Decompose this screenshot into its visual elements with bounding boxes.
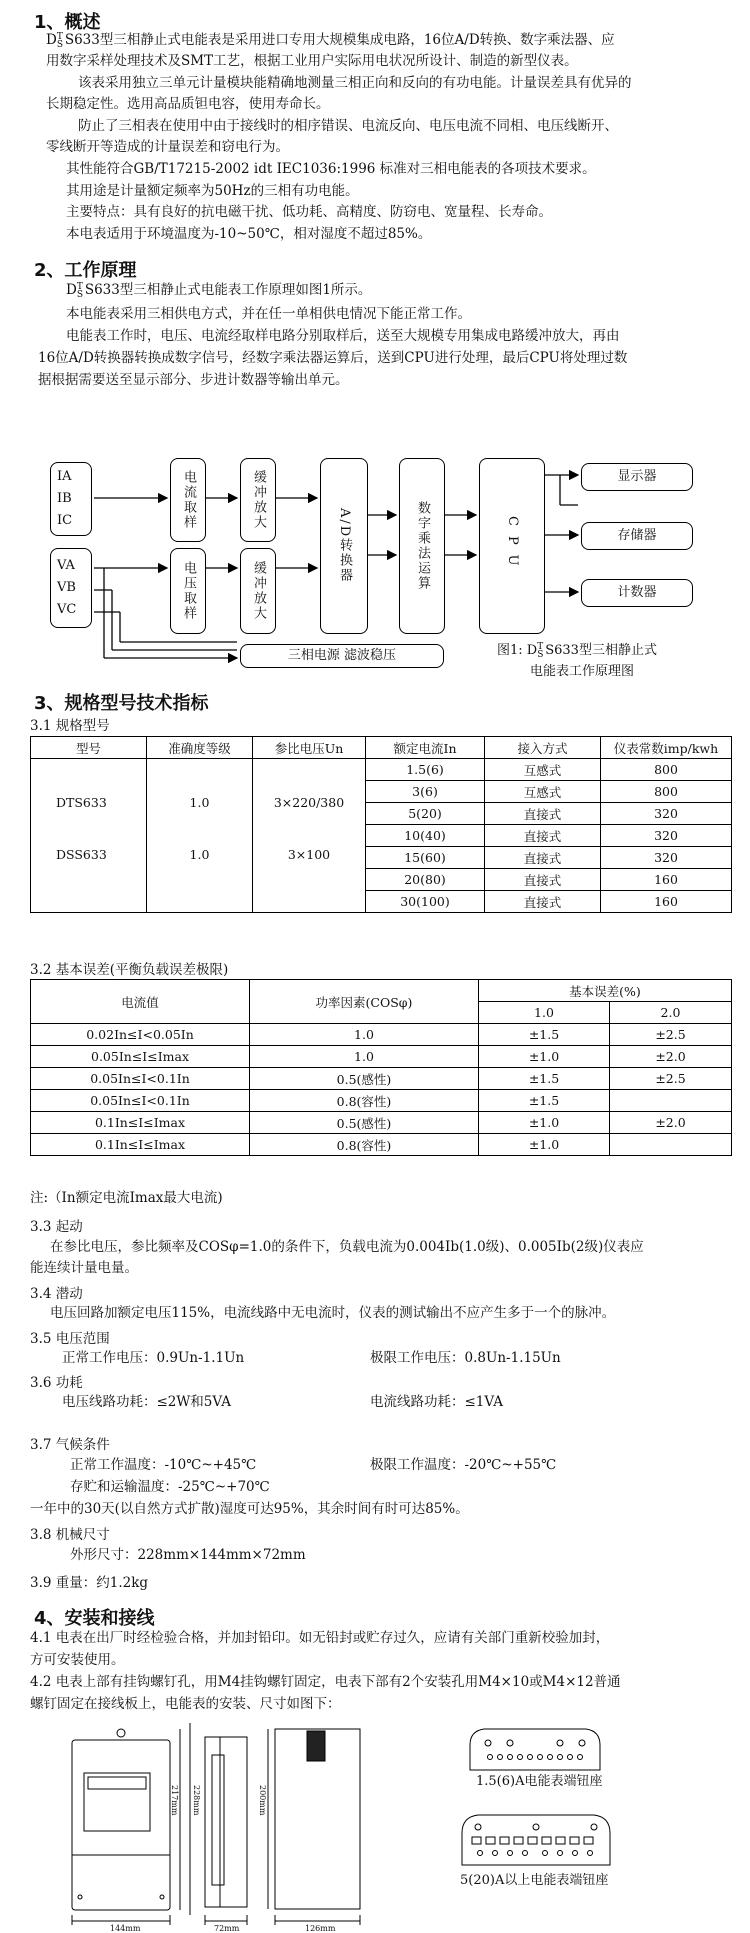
- s1-line-7: 其性能符合GB/T17215-2002 idt IEC1036:1996 标准对三相电能表的各项技术要求。: [66, 161, 596, 177]
- voltage-input-box: [50, 548, 92, 628]
- err-head-pf: 功率因素(COSφ): [250, 980, 479, 1024]
- power-supply-box: 三相电源 滤波稳压: [240, 644, 444, 668]
- spec-model-1: DTS633: [31, 759, 147, 847]
- s37-humidity: 一年中的30天(以自然方式扩散)湿度可达95%，其余时间有时可达85%。: [30, 1501, 469, 1517]
- table-row: 3(6) 互感式 800: [31, 781, 732, 803]
- table-row: 30(100) 直接式 160: [31, 891, 732, 913]
- dim-height-217: 217mm: [170, 1785, 179, 1816]
- s37-limit: 极限工作温度：-20℃~+55℃: [370, 1457, 557, 1473]
- terminal-block-2-label: 5(20)A以上电能表端钮座: [460, 1873, 609, 1888]
- s34-line: 电压回路加额定电压115%，电流线路中无电流时，仪表的测试输出不应产生多于一个的脉冲。: [50, 1305, 616, 1321]
- brand-ts: T S: [56, 31, 63, 50]
- err-head-basic: 基本误差(%): [479, 980, 732, 1002]
- dim-height-200: 200mm: [258, 1785, 267, 1816]
- s33-line-1: 在参比电压，参比频率及COSφ=1.0的条件下，负载电流为0.004Ib(1.0级)、0.005Ib(2级)仪表应: [50, 1239, 644, 1255]
- label-ib: IB: [57, 491, 72, 506]
- cpu-box: CPU: [479, 458, 545, 634]
- table-row: 20(80) 直接式 160: [31, 869, 732, 891]
- brand-d: D: [46, 32, 57, 48]
- table-note: 注:（In额定电流Imax最大电流): [30, 1190, 223, 1206]
- installation-drawing: [0, 1715, 750, 1928]
- s2-line-2: 本电能表采用三相供电方式，并在任一单相供电情况下能正常工作。: [66, 306, 471, 322]
- table-row: 5(20) 直接式 320: [31, 803, 732, 825]
- digital-multiplier-box: 数字乘法运算: [399, 458, 445, 634]
- meter-window: [84, 1773, 150, 1831]
- s41-line-2: 方可安装使用。: [30, 1652, 125, 1668]
- table-row: 0.05In≤I<0.1In 0.5(感性) ±1.5 ±2.5: [31, 1068, 732, 1090]
- label-va: VA: [57, 558, 75, 573]
- dim-width-144: 144mm: [110, 1924, 141, 1933]
- table-row: DTS633 1.0 3×220/380 1.5(6) 互感式 800: [31, 759, 732, 781]
- s37-normal: 正常工作温度：-10℃~+45℃: [70, 1457, 257, 1473]
- s2-line-4: 16位A/D转换器转换成数字信号，经数字乘法器运算后，送到CPU进行处理，最后CPU将处理过数: [38, 350, 628, 366]
- s31-title: 3.1 规格型号: [30, 718, 110, 734]
- table-row: 10(40) 直接式 320: [31, 825, 732, 847]
- table-row: 0.05In≤I≤Imax 1.0 ±1.0 ±2.0: [31, 1046, 732, 1068]
- ad-converter-box: A/D转换器: [320, 458, 368, 634]
- error-table: [30, 979, 732, 1156]
- s37-title: 3.7 气候条件: [30, 1437, 110, 1453]
- figure-caption-2: 电能表工作原理图: [530, 664, 635, 679]
- s35-normal: 正常工作电压：0.9Un-1.1Un: [62, 1350, 245, 1366]
- label-ia: IA: [57, 469, 72, 484]
- meter-front-outline: [72, 1740, 170, 1910]
- display-box: 显示器: [581, 463, 693, 491]
- s38-size: 外形尺寸：228mm×144mm×72mm: [70, 1547, 306, 1563]
- section-2-title: 2、工作原理: [34, 260, 137, 281]
- table-row: 0.05In≤I<0.1In 0.8(容性) ±1.5: [31, 1090, 732, 1112]
- terminal-block-1-label: 1.5(6)A电能表端钮座: [476, 1774, 603, 1789]
- current-sampling-box: 电流取样: [170, 458, 206, 542]
- s34-title: 3.4 潜动: [30, 1286, 83, 1302]
- section-3-title: 3、规格型号技术指标: [34, 693, 209, 714]
- s1-line-6: 零线断开等造成的计量误差和窃电行为。: [46, 139, 289, 155]
- err-head-class-1: 1.0: [479, 1002, 610, 1024]
- s39-title: 3.9 重量：约1.2kg: [30, 1575, 149, 1591]
- buffer-amp-box-2: 缓冲放大: [240, 548, 276, 634]
- s2-line-1: D T S S633型三相静止式电能表工作原理如图1所示。: [66, 281, 372, 300]
- spec-volt-2: 3×100: [253, 847, 366, 913]
- spec-head-voltage: 参比电压Un: [253, 737, 366, 759]
- label-ic: IC: [57, 513, 73, 528]
- err-head-class-2: 2.0: [610, 1002, 732, 1024]
- s37-storage: 存贮和运输温度：-25℃~+70℃: [70, 1479, 270, 1495]
- label-vb: VB: [57, 580, 76, 595]
- s33-title: 3.3 起动: [30, 1219, 83, 1235]
- table-row: 0.1In≤I≤Imax 0.8(容性) ±1.0: [31, 1134, 732, 1156]
- spec-head-accuracy: 准确度等级: [147, 737, 253, 759]
- s1-line-9: 主要特点：具有良好的抗电磁干扰、低功耗、高精度、防窃电、宽量程、长寿命。: [66, 204, 552, 220]
- dim-height-228: 228mm: [192, 1785, 201, 1816]
- spec-head-connection: 接入方式: [485, 737, 601, 759]
- table-row: 0.02In≤I<0.05In 1.0 ±1.5 ±2.5: [31, 1024, 732, 1046]
- s1-line-1: D T S S633型三相静止式电能表是采用进口专用大规模集成电路，16位A/D转换、数字乘法器、应: [46, 31, 615, 50]
- figure-caption-1: 图1: D T S S633型三相静止式: [497, 641, 657, 660]
- spec-table: [30, 736, 732, 913]
- s1-line-8: 其用途是计量额定频率为50Hz的三相有功电能。: [66, 183, 359, 199]
- spec-head-model: 型号: [31, 737, 147, 759]
- section-1-title: 1、概述: [34, 12, 101, 33]
- buffer-amp-box-1: 缓冲放大: [240, 458, 276, 542]
- storage-box: 存储器: [581, 522, 693, 550]
- section-4-title: 4、安装和接线: [34, 1608, 155, 1629]
- err-head-current: 电流值: [31, 980, 250, 1024]
- spec-model-2: DSS633: [31, 847, 147, 913]
- spec-acc-2: 1.0: [147, 847, 253, 913]
- s38-title: 3.8 机械尺寸: [30, 1527, 110, 1543]
- table-row: 0.1In≤I≤Imax 0.5(感性) ±1.0 ±2.0: [31, 1112, 732, 1134]
- s1-line-5: 防止了三相表在使用中由于接线时的相序错误、电流反向、电压电流不同相、电压线断开、: [78, 118, 618, 134]
- s42-line-1: 4.2 电表上部有挂钩螺钉孔，用M4挂钩螺钉固定，电表下部有2个安装孔用M4×10或M4×12普通: [30, 1674, 621, 1690]
- dim-depth-72: 72mm: [214, 1924, 240, 1933]
- s36-current: 电流线路功耗：≤1VA: [370, 1394, 503, 1410]
- spec-head-constant: 仪表常数imp/kwh: [601, 737, 732, 759]
- s36-title: 3.6 功耗: [30, 1375, 83, 1391]
- s1-line-10: 本电表适用于环境温度为-10~50℃，相对湿度不超过85%。: [66, 226, 432, 242]
- voltage-sampling-box: 电压取样: [170, 548, 206, 634]
- dim-width-126: 126mm: [305, 1924, 336, 1933]
- spec-header-row: [31, 737, 732, 759]
- s1-line-4: 长期稳定性。选用高品质钽电容，使用寿命长。: [46, 96, 330, 112]
- s33-line-2: 能连续计量电量。: [30, 1260, 138, 1276]
- s1-line-3: 该表采用独立三单元计量模块能精确地测量三相正向和反向的有功电能。计量误差具有优异的: [78, 75, 632, 91]
- label-vc: VC: [57, 602, 77, 617]
- s41-line-1: 4.1 电表在出厂时经检验合格，并加封铅印。如无铅封或贮存过久，应请有关部门重新校验加封，: [30, 1630, 610, 1646]
- s35-title: 3.5 电压范围: [30, 1331, 110, 1347]
- spec-head-current: 额定电流In: [366, 737, 485, 759]
- s36-voltage: 电压线路功耗：≤2W和5VA: [62, 1394, 231, 1410]
- s42-line-2: 螺钉固定在接线板上，电能表的安装、尺寸如图下：: [30, 1696, 341, 1712]
- error-header-row: [31, 980, 732, 1002]
- s2-line-3: 电能表工作时，电压、电流经取样电路分别取样后，送至大规模专用集成电路缓冲放大，再由: [66, 328, 620, 344]
- spec-volt-1: 3×220/380: [253, 759, 366, 847]
- s2-line-5: 据根据需要送至显示部分、步进计数器等输出单元。: [38, 372, 349, 388]
- s35-limit: 极限工作电压：0.8Un-1.15Un: [370, 1350, 561, 1366]
- spec-acc-1: 1.0: [147, 759, 253, 847]
- s1-line-2: 用数字采样处理技术及SMT工艺，根据工业用户实际用电状况所设计、制造的新型仪表。: [46, 53, 578, 69]
- table-row: DSS633 1.0 3×100 15(60) 直接式 320: [31, 847, 732, 869]
- current-input-box: [50, 462, 92, 536]
- s32-title: 3.2 基本误差(平衡负载误差极限): [30, 962, 229, 978]
- counter-box: 计数器: [581, 579, 693, 607]
